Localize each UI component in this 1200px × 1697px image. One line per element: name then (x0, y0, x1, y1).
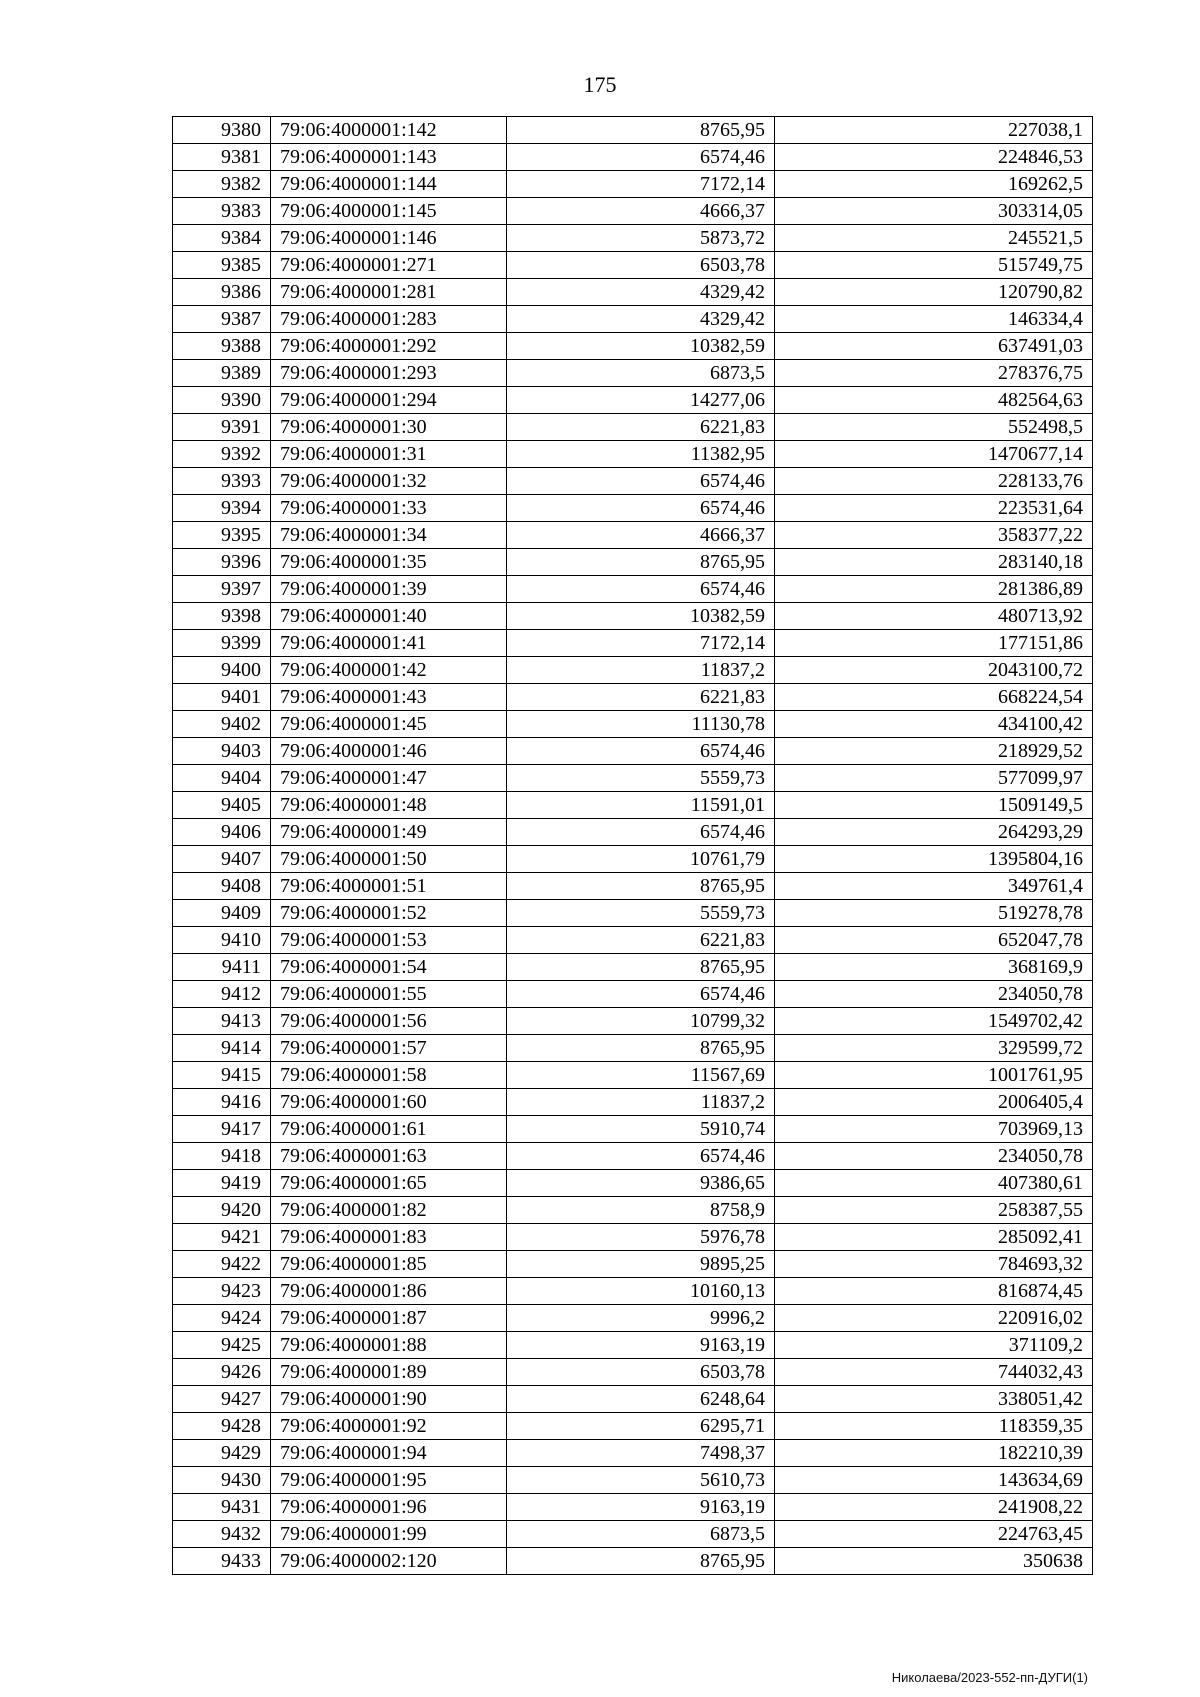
table-row (173, 549, 1093, 576)
row-number-cell: 9420 (173, 1197, 271, 1224)
row-number-cell: 9409 (173, 900, 271, 927)
cadastral-number-cell: 79:06:4000001:58 (271, 1062, 507, 1089)
area-cell: 10382,59 (507, 333, 775, 360)
table-row (173, 1089, 1093, 1116)
value-cell: 2006405,4 (775, 1089, 1093, 1116)
table-row (173, 873, 1093, 900)
cadastral-number-cell: 79:06:4000001:293 (271, 360, 507, 387)
value-cell: 234050,78 (775, 981, 1093, 1008)
table-row (173, 144, 1093, 171)
value-cell: 1509149,5 (775, 792, 1093, 819)
row-number-cell: 9399 (173, 630, 271, 657)
cadastral-number-cell: 79:06:4000001:54 (271, 954, 507, 981)
area-cell: 6574,46 (507, 576, 775, 603)
table-row (173, 981, 1093, 1008)
row-number-cell: 9417 (173, 1116, 271, 1143)
area-cell: 6221,83 (507, 684, 775, 711)
area-cell: 7172,14 (507, 171, 775, 198)
area-cell: 9895,25 (507, 1251, 775, 1278)
row-number-cell: 9428 (173, 1413, 271, 1440)
value-cell: 143634,69 (775, 1467, 1093, 1494)
table-row (173, 252, 1093, 279)
value-cell: 652047,78 (775, 927, 1093, 954)
table-row (173, 1305, 1093, 1332)
table-row (173, 360, 1093, 387)
area-cell: 6574,46 (507, 144, 775, 171)
row-number-cell: 9422 (173, 1251, 271, 1278)
cadastral-number-cell: 79:06:4000001:43 (271, 684, 507, 711)
area-cell: 8765,95 (507, 1548, 775, 1575)
row-number-cell: 9421 (173, 1224, 271, 1251)
value-cell: 177151,86 (775, 630, 1093, 657)
row-number-cell: 9395 (173, 522, 271, 549)
row-number-cell: 9425 (173, 1332, 271, 1359)
value-cell: 303314,05 (775, 198, 1093, 225)
area-cell: 7498,37 (507, 1440, 775, 1467)
row-number-cell: 9400 (173, 657, 271, 684)
cadastral-number-cell: 79:06:4000001:30 (271, 414, 507, 441)
table-row (173, 846, 1093, 873)
value-cell: 218929,52 (775, 738, 1093, 765)
value-cell: 407380,61 (775, 1170, 1093, 1197)
area-cell: 5559,73 (507, 765, 775, 792)
row-number-cell: 9384 (173, 225, 271, 252)
cadastral-number-cell: 79:06:4000001:281 (271, 279, 507, 306)
cadastral-number-cell: 79:06:4000001:90 (271, 1386, 507, 1413)
value-cell: 552498,5 (775, 414, 1093, 441)
table-row (173, 1035, 1093, 1062)
table-row (173, 792, 1093, 819)
value-cell: 637491,03 (775, 333, 1093, 360)
footer-reference: Николаева/2023-552-пп-ДУГИ(1) (891, 1670, 1088, 1685)
row-number-cell: 9414 (173, 1035, 271, 1062)
row-number-cell: 9413 (173, 1008, 271, 1035)
table-row (173, 468, 1093, 495)
area-cell: 11837,2 (507, 657, 775, 684)
table-row (173, 927, 1093, 954)
table-row (173, 1359, 1093, 1386)
value-cell: 228133,76 (775, 468, 1093, 495)
table-row (173, 1440, 1093, 1467)
area-cell: 6574,46 (507, 1143, 775, 1170)
cadastral-number-cell: 79:06:4000001:32 (271, 468, 507, 495)
cadastral-number-cell: 79:06:4000001:51 (271, 873, 507, 900)
row-number-cell: 9404 (173, 765, 271, 792)
row-number-cell: 9405 (173, 792, 271, 819)
value-cell: 182210,39 (775, 1440, 1093, 1467)
area-cell: 10799,32 (507, 1008, 775, 1035)
area-cell: 6873,5 (507, 360, 775, 387)
cadastral-number-cell: 79:06:4000001:31 (271, 441, 507, 468)
page-number: 175 (583, 72, 617, 97)
area-cell: 8765,95 (507, 117, 775, 144)
value-cell: 278376,75 (775, 360, 1093, 387)
cadastral-number-cell: 79:06:4000001:50 (271, 846, 507, 873)
table-row (173, 1251, 1093, 1278)
area-cell: 5976,78 (507, 1224, 775, 1251)
cadastral-number-cell: 79:06:4000001:142 (271, 117, 507, 144)
value-cell: 223531,64 (775, 495, 1093, 522)
table-row (173, 171, 1093, 198)
cadastral-number-cell: 79:06:4000001:45 (271, 711, 507, 738)
row-number-cell: 9385 (173, 252, 271, 279)
table-row (173, 765, 1093, 792)
area-cell: 11591,01 (507, 792, 775, 819)
cadastral-number-cell: 79:06:4000001:95 (271, 1467, 507, 1494)
row-number-cell: 9416 (173, 1089, 271, 1116)
row-number-cell: 9389 (173, 360, 271, 387)
value-cell: 224763,45 (775, 1521, 1093, 1548)
row-number-cell: 9430 (173, 1467, 271, 1494)
area-cell: 5910,74 (507, 1116, 775, 1143)
row-number-cell: 9410 (173, 927, 271, 954)
cadastral-number-cell: 79:06:4000001:144 (271, 171, 507, 198)
area-cell: 4329,42 (507, 306, 775, 333)
table-row (173, 306, 1093, 333)
cadastral-number-cell: 79:06:4000001:99 (271, 1521, 507, 1548)
cadastral-number-cell: 79:06:4000001:39 (271, 576, 507, 603)
area-cell: 6503,78 (507, 252, 775, 279)
value-cell: 245521,5 (775, 225, 1093, 252)
area-cell: 11567,69 (507, 1062, 775, 1089)
area-cell: 6873,5 (507, 1521, 775, 1548)
value-cell: 264293,29 (775, 819, 1093, 846)
value-cell: 668224,54 (775, 684, 1093, 711)
area-cell: 6221,83 (507, 414, 775, 441)
value-cell: 816874,45 (775, 1278, 1093, 1305)
table-row (173, 522, 1093, 549)
row-number-cell: 9431 (173, 1494, 271, 1521)
cadastral-number-cell: 79:06:4000001:292 (271, 333, 507, 360)
value-cell: 329599,72 (775, 1035, 1093, 1062)
table-row (173, 1008, 1093, 1035)
cadastral-number-cell: 79:06:4000001:40 (271, 603, 507, 630)
cadastral-number-cell: 79:06:4000001:48 (271, 792, 507, 819)
table-row (173, 225, 1093, 252)
table-row (173, 738, 1093, 765)
row-number-cell: 9424 (173, 1305, 271, 1332)
row-number-cell: 9394 (173, 495, 271, 522)
table-row (173, 414, 1093, 441)
area-cell: 5610,73 (507, 1467, 775, 1494)
row-number-cell: 9403 (173, 738, 271, 765)
area-cell: 6503,78 (507, 1359, 775, 1386)
area-cell: 8765,95 (507, 549, 775, 576)
cadastral-number-cell: 79:06:4000001:92 (271, 1413, 507, 1440)
value-cell: 368169,9 (775, 954, 1093, 981)
table-row (173, 1224, 1093, 1251)
cadastral-number-cell: 79:06:4000001:96 (271, 1494, 507, 1521)
row-number-cell: 9429 (173, 1440, 271, 1467)
table-row (173, 711, 1093, 738)
row-number-cell: 9390 (173, 387, 271, 414)
value-cell: 234050,78 (775, 1143, 1093, 1170)
value-cell: 169262,5 (775, 171, 1093, 198)
row-number-cell: 9381 (173, 144, 271, 171)
area-cell: 4666,37 (507, 522, 775, 549)
area-cell: 11382,95 (507, 441, 775, 468)
value-cell: 350638 (775, 1548, 1093, 1575)
area-cell: 6221,83 (507, 927, 775, 954)
area-cell: 9386,65 (507, 1170, 775, 1197)
row-number-cell: 9419 (173, 1170, 271, 1197)
value-cell: 1001761,95 (775, 1062, 1093, 1089)
table-row (173, 1494, 1093, 1521)
cadastral-number-cell: 79:06:4000001:89 (271, 1359, 507, 1386)
cadastral-number-cell: 79:06:4000001:87 (271, 1305, 507, 1332)
value-cell: 220916,02 (775, 1305, 1093, 1332)
value-cell: 146334,4 (775, 306, 1093, 333)
cadastral-number-cell: 79:06:4000001:42 (271, 657, 507, 684)
area-cell: 6295,71 (507, 1413, 775, 1440)
cadastral-number-cell: 79:06:4000001:145 (271, 198, 507, 225)
value-cell: 703969,13 (775, 1116, 1093, 1143)
value-cell: 258387,55 (775, 1197, 1093, 1224)
value-cell: 118359,35 (775, 1413, 1093, 1440)
cadastral-number-cell: 79:06:4000001:143 (271, 144, 507, 171)
cadastral-number-cell: 79:06:4000001:271 (271, 252, 507, 279)
value-cell: 338051,42 (775, 1386, 1093, 1413)
row-number-cell: 9415 (173, 1062, 271, 1089)
area-cell: 6574,46 (507, 495, 775, 522)
row-number-cell: 9412 (173, 981, 271, 1008)
value-cell: 285092,41 (775, 1224, 1093, 1251)
table-row (173, 333, 1093, 360)
table-row (173, 279, 1093, 306)
area-cell: 9163,19 (507, 1494, 775, 1521)
cadastral-number-cell: 79:06:4000001:86 (271, 1278, 507, 1305)
area-cell: 4666,37 (507, 198, 775, 225)
value-cell: 241908,22 (775, 1494, 1093, 1521)
row-number-cell: 9411 (173, 954, 271, 981)
cadastral-number-cell: 79:06:4000001:63 (271, 1143, 507, 1170)
table-row (173, 819, 1093, 846)
row-number-cell: 9392 (173, 441, 271, 468)
table-row (173, 1143, 1093, 1170)
cadastral-number-cell: 79:06:4000001:61 (271, 1116, 507, 1143)
area-cell: 8765,95 (507, 954, 775, 981)
cadastral-value-table (172, 116, 1093, 1575)
row-number-cell: 9408 (173, 873, 271, 900)
row-number-cell: 9393 (173, 468, 271, 495)
area-cell: 8765,95 (507, 873, 775, 900)
value-cell: 2043100,72 (775, 657, 1093, 684)
table-row (173, 1332, 1093, 1359)
value-cell: 515749,75 (775, 252, 1093, 279)
value-cell: 1395804,16 (775, 846, 1093, 873)
value-cell: 482564,63 (775, 387, 1093, 414)
cadastral-number-cell: 79:06:4000001:53 (271, 927, 507, 954)
value-cell: 120790,82 (775, 279, 1093, 306)
area-cell: 10761,79 (507, 846, 775, 873)
cadastral-number-cell: 79:06:4000001:47 (271, 765, 507, 792)
table-row (173, 1386, 1093, 1413)
table-row (173, 1413, 1093, 1440)
table-row (173, 1170, 1093, 1197)
row-number-cell: 9427 (173, 1386, 271, 1413)
area-cell: 10382,59 (507, 603, 775, 630)
area-cell: 5873,72 (507, 225, 775, 252)
table-row (173, 1197, 1093, 1224)
cadastral-number-cell: 79:06:4000001:60 (271, 1089, 507, 1116)
table-row (173, 1116, 1093, 1143)
row-number-cell: 9387 (173, 306, 271, 333)
area-cell: 9996,2 (507, 1305, 775, 1332)
value-cell: 519278,78 (775, 900, 1093, 927)
row-number-cell: 9397 (173, 576, 271, 603)
cadastral-number-cell: 79:06:4000002:120 (271, 1548, 507, 1575)
value-cell: 744032,43 (775, 1359, 1093, 1386)
cadastral-number-cell: 79:06:4000001:52 (271, 900, 507, 927)
table-body (173, 117, 1093, 1575)
value-cell: 227038,1 (775, 117, 1093, 144)
cadastral-number-cell: 79:06:4000001:34 (271, 522, 507, 549)
row-number-cell: 9432 (173, 1521, 271, 1548)
area-cell: 6248,64 (507, 1386, 775, 1413)
cadastral-number-cell: 79:06:4000001:57 (271, 1035, 507, 1062)
value-cell: 281386,89 (775, 576, 1093, 603)
cadastral-number-cell: 79:06:4000001:294 (271, 387, 507, 414)
row-number-cell: 9380 (173, 117, 271, 144)
table-row (173, 1278, 1093, 1305)
area-cell: 6574,46 (507, 819, 775, 846)
area-cell: 4329,42 (507, 279, 775, 306)
table-row (173, 441, 1093, 468)
area-cell: 11837,2 (507, 1089, 775, 1116)
table-row (173, 117, 1093, 144)
table-row (173, 630, 1093, 657)
row-number-cell: 9401 (173, 684, 271, 711)
area-cell: 6574,46 (507, 738, 775, 765)
cadastral-number-cell: 79:06:4000001:56 (271, 1008, 507, 1035)
cadastral-number-cell: 79:06:4000001:83 (271, 1224, 507, 1251)
value-cell: 283140,18 (775, 549, 1093, 576)
row-number-cell: 9383 (173, 198, 271, 225)
value-cell: 224846,53 (775, 144, 1093, 171)
table-row (173, 684, 1093, 711)
table-row (173, 495, 1093, 522)
area-cell: 6574,46 (507, 468, 775, 495)
table-row (173, 387, 1093, 414)
table-row (173, 198, 1093, 225)
row-number-cell: 9426 (173, 1359, 271, 1386)
table-row (173, 603, 1093, 630)
area-cell: 5559,73 (507, 900, 775, 927)
value-cell: 480713,92 (775, 603, 1093, 630)
row-number-cell: 9433 (173, 1548, 271, 1575)
table-row (173, 1062, 1093, 1089)
row-number-cell: 9402 (173, 711, 271, 738)
value-cell: 358377,22 (775, 522, 1093, 549)
cadastral-number-cell: 79:06:4000001:88 (271, 1332, 507, 1359)
value-cell: 784693,32 (775, 1251, 1093, 1278)
cadastral-number-cell: 79:06:4000001:82 (271, 1197, 507, 1224)
value-cell: 349761,4 (775, 873, 1093, 900)
row-number-cell: 9391 (173, 414, 271, 441)
area-cell: 8758,9 (507, 1197, 775, 1224)
cadastral-number-cell: 79:06:4000001:146 (271, 225, 507, 252)
area-cell: 7172,14 (507, 630, 775, 657)
area-cell: 14277,06 (507, 387, 775, 414)
table-row (173, 1521, 1093, 1548)
cadastral-number-cell: 79:06:4000001:65 (271, 1170, 507, 1197)
value-cell: 371109,2 (775, 1332, 1093, 1359)
row-number-cell: 9388 (173, 333, 271, 360)
row-number-cell: 9398 (173, 603, 271, 630)
row-number-cell: 9396 (173, 549, 271, 576)
row-number-cell: 9407 (173, 846, 271, 873)
cadastral-number-cell: 79:06:4000001:41 (271, 630, 507, 657)
row-number-cell: 9406 (173, 819, 271, 846)
cadastral-number-cell: 79:06:4000001:283 (271, 306, 507, 333)
table-row (173, 954, 1093, 981)
cadastral-number-cell: 79:06:4000001:35 (271, 549, 507, 576)
cadastral-number-cell: 79:06:4000001:94 (271, 1440, 507, 1467)
area-cell: 6574,46 (507, 981, 775, 1008)
row-number-cell: 9418 (173, 1143, 271, 1170)
table-row (173, 1467, 1093, 1494)
cadastral-number-cell: 79:06:4000001:49 (271, 819, 507, 846)
value-cell: 1549702,42 (775, 1008, 1093, 1035)
table-row (173, 1548, 1093, 1575)
row-number-cell: 9386 (173, 279, 271, 306)
area-cell: 10160,13 (507, 1278, 775, 1305)
area-cell: 9163,19 (507, 1332, 775, 1359)
table-row (173, 657, 1093, 684)
cadastral-number-cell: 79:06:4000001:85 (271, 1251, 507, 1278)
area-cell: 11130,78 (507, 711, 775, 738)
cadastral-number-cell: 79:06:4000001:46 (271, 738, 507, 765)
value-cell: 434100,42 (775, 711, 1093, 738)
value-cell: 1470677,14 (775, 441, 1093, 468)
table-row (173, 576, 1093, 603)
area-cell: 8765,95 (507, 1035, 775, 1062)
row-number-cell: 9423 (173, 1278, 271, 1305)
cadastral-number-cell: 79:06:4000001:55 (271, 981, 507, 1008)
table-row (173, 900, 1093, 927)
cadastral-number-cell: 79:06:4000001:33 (271, 495, 507, 522)
row-number-cell: 9382 (173, 171, 271, 198)
value-cell: 577099,97 (775, 765, 1093, 792)
